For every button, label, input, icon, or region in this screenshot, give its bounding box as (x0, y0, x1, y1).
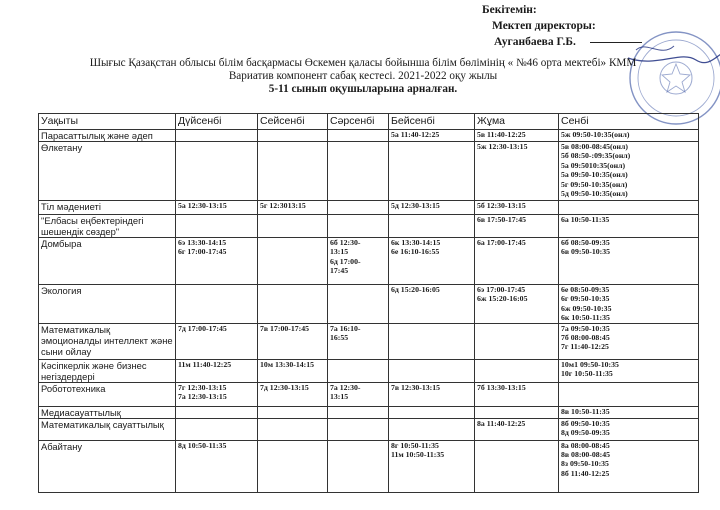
schedule-cell (389, 285, 475, 324)
schedule-entry: 8б 11:40-12:25 (561, 468, 610, 478)
schedule-cell (475, 238, 559, 285)
subject-name: Кәсіпкерлік және бизнес негіздердері (39, 359, 176, 382)
schedule-cell (328, 323, 389, 359)
schedule-entry: 5г 12:3013:15 (260, 201, 306, 210)
schedule-cell (258, 382, 328, 406)
schedule-cell (258, 215, 328, 238)
schedule-cell (475, 142, 559, 201)
schedule-entry: 7в 17:00-17:45 (260, 323, 310, 333)
schedule-cell (176, 142, 258, 201)
schedule-cell (559, 359, 699, 382)
schedule-entry: 6е 16:10-16:55 (391, 247, 440, 257)
schedule-cell (475, 406, 559, 418)
schedule-cell (559, 201, 699, 215)
schedule-cell (559, 406, 699, 418)
schedule-cell (328, 418, 389, 440)
schedule-entry: 6г 09:50-10:35 (561, 294, 610, 304)
schedule-table (38, 113, 699, 493)
schedule-cell (328, 440, 389, 492)
schedule-entry: 5б 08:50-:09:35(онл) (561, 151, 631, 161)
subject-name: Робототехника (39, 382, 176, 406)
schedule-cell (328, 382, 389, 406)
schedule-cell (176, 201, 258, 215)
schedule-entry: 13:15 (330, 247, 349, 257)
schedule-cell (475, 130, 559, 142)
schedule-entry: 5в 08:00-08:45(онл) (561, 142, 628, 151)
schedule-cell (328, 285, 389, 324)
table-row (39, 359, 699, 382)
schedule-body (39, 130, 699, 493)
table-row (39, 323, 699, 359)
schedule-cell (389, 440, 475, 492)
schedule-cell (475, 418, 559, 440)
schedule-cell (389, 382, 475, 406)
schedule-cell (389, 406, 475, 418)
column-header: Сенбі (559, 114, 699, 130)
schedule-entry: 6а 17:00-17:45 (477, 238, 526, 247)
schedule-cell (389, 418, 475, 440)
schedule-cell (559, 215, 699, 238)
schedule-entry: 6в 17:50-17:45 (477, 215, 527, 224)
schedule-cell (258, 323, 328, 359)
schedule-entry: 7б 13:30-13:15 (477, 382, 526, 392)
schedule-cell (559, 285, 699, 324)
schedule-cell (389, 323, 475, 359)
schedule-cell (389, 201, 475, 215)
schedule-entry: 6ж 15:20-16:05 (477, 294, 528, 304)
schedule-entry: 10м 13:30-14:15 (260, 359, 315, 369)
table-row (39, 130, 699, 142)
column-header: Бейсенбі (389, 114, 475, 130)
schedule-entry: 7д 12:30-13:15 (260, 382, 309, 392)
subject-name: "Елбасы еңбектеріндегі шешендік сөздер" (39, 215, 176, 238)
column-header: Уақыты (39, 114, 176, 130)
schedule-cell (475, 359, 559, 382)
table-row (39, 215, 699, 238)
schedule-cell (475, 440, 559, 492)
schedule-cell (176, 285, 258, 324)
subject-name: Өлкетану (39, 142, 176, 201)
heading-line-3: 5-11 сынып оқушыларына арналған. (268, 83, 458, 95)
subject-name: Домбыра (39, 238, 176, 285)
schedule-cell (176, 382, 258, 406)
schedule-cell (559, 418, 699, 440)
schedule-cell (176, 418, 258, 440)
schedule-entry: 7а 09:50-10:35 (561, 323, 610, 333)
schedule-entry: 5ж 12:30-13:15 (477, 142, 528, 151)
schedule-entry: 6к 13:30-14:15 (391, 238, 441, 247)
schedule-entry: 7г 11:40-12:25 (561, 342, 609, 352)
schedule-entry: 5а 11:40-12:25 (391, 130, 440, 139)
schedule-cell (258, 238, 328, 285)
schedule-cell (258, 201, 328, 215)
schedule-cell (559, 323, 699, 359)
schedule-entry: 11м 11:40-12:25 (178, 359, 232, 369)
subject-name: Медиасауаттылық (39, 406, 176, 418)
schedule-cell (559, 238, 699, 285)
schedule-entry: 6э 17:00-17:45 (477, 285, 526, 294)
table-row (39, 440, 699, 492)
schedule-entry: 5ж 09:50-10:35(онл) (561, 130, 630, 139)
schedule-cell (258, 440, 328, 492)
schedule-cell (328, 130, 389, 142)
schedule-cell (328, 359, 389, 382)
schedule-cell (258, 418, 328, 440)
schedule-cell (258, 130, 328, 142)
subject-name: Абайтану (39, 440, 176, 492)
schedule-entry: 8д 10:50-11:35 (178, 440, 227, 450)
table-row (39, 382, 699, 406)
schedule-cell (328, 238, 389, 285)
subject-name: Математикалық сауаттылық (39, 418, 176, 440)
schedule-entry: 17:45 (330, 266, 349, 276)
subject-name: Экология (39, 285, 176, 324)
schedule-cell (258, 142, 328, 201)
schedule-entry: 8г 10:50-11:35 (391, 440, 439, 450)
schedule-cell (559, 142, 699, 201)
column-header: Жұма (475, 114, 559, 130)
schedule-entry: 6д 17:00- (330, 256, 361, 266)
schedule-cell (176, 406, 258, 418)
schedule-entry: 5г 09:50-10:35(онл) (561, 179, 628, 189)
approval-name: Ауганбаева Г.Б. (494, 36, 576, 48)
schedule-cell (559, 130, 699, 142)
table-row (39, 238, 699, 285)
schedule-cell (389, 215, 475, 238)
table-row (39, 406, 699, 418)
column-header: Дүйсенбі (176, 114, 258, 130)
schedule-entry: 6г 17:00-17:45 (178, 247, 227, 257)
schedule-cell (475, 382, 559, 406)
schedule-entry: 6ж 09:50-10:35 (561, 303, 612, 313)
subject-name: Математикалық эмоционалды интеллект және сыни ойлау (39, 323, 176, 359)
schedule-cell (176, 359, 258, 382)
schedule-entry: 6в 09:50-10:35 (561, 247, 611, 257)
schedule-cell (475, 323, 559, 359)
approval-position: Мектеп директоры: (492, 20, 596, 32)
schedule-cell (559, 382, 699, 406)
schedule-entry: 6е 08:50-09:35 (561, 285, 610, 294)
schedule-entry: 6а 10:50-11:35 (561, 215, 610, 224)
schedule-cell (258, 285, 328, 324)
schedule-entry: 8б 09:50-10:35 (561, 418, 610, 428)
schedule-entry: 8з 09:50-10:35 (561, 459, 609, 469)
schedule-cell (328, 215, 389, 238)
schedule-cell (559, 440, 699, 492)
signature-line (590, 42, 642, 43)
schedule-cell (176, 323, 258, 359)
schedule-entry: 7а 12:30-13:15 (178, 392, 227, 402)
schedule-cell (258, 359, 328, 382)
schedule-entry: 5в 11:40-12:25 (477, 130, 526, 139)
schedule-entry: 8д 09:50-09:35 (561, 428, 610, 438)
schedule-entry: 10м1 09:50-10:35 (561, 359, 619, 369)
schedule-entry: 16:55 (330, 333, 349, 343)
schedule-cell (328, 201, 389, 215)
schedule-cell (176, 130, 258, 142)
schedule-cell (475, 215, 559, 238)
table-row (39, 142, 699, 201)
schedule-cell (475, 201, 559, 215)
schedule-entry: 7в 12:30-13:15 (391, 382, 441, 392)
schedule-cell (176, 440, 258, 492)
schedule-entry: 8а 11:40-12:25 (477, 418, 526, 428)
schedule-entry: 8в 08:00-08:45 (561, 450, 611, 460)
schedule-entry: 8в 10:50-11:35 (561, 406, 610, 416)
schedule-cell (389, 130, 475, 142)
schedule-entry: 5а 09:5010:35(онл) (561, 160, 626, 170)
table-row (39, 201, 699, 215)
schedule-entry: 5а 12:30-13:15 (178, 201, 227, 210)
heading-line-2: Вариатив компонент сабақ кестесі. 2021-2022 оқу жылы (228, 70, 498, 82)
schedule-entry: 5д 12:30-13:15 (391, 201, 440, 210)
schedule-entry: 5д 09:50-10:35(онл) (561, 189, 628, 199)
schedule-entry: 5б 12:30-13:15 (477, 201, 526, 210)
schedule-cell (475, 285, 559, 324)
column-header: Сәрсенбі (328, 114, 389, 130)
schedule-entry: 6к 10:50-11:35 (561, 313, 610, 323)
schedule-entry: 6д 15:20-16:05 (391, 285, 440, 294)
approval-title: Бекітемін: (482, 4, 537, 16)
header-row (39, 114, 699, 130)
schedule-entry: 6э 13:30-14:15 (178, 238, 227, 247)
schedule-entry: 7а 12:30- (330, 382, 361, 392)
document-heading (28, 57, 698, 96)
schedule-cell (328, 406, 389, 418)
schedule-entry: 6б 08:50-09:35 (561, 238, 610, 247)
schedule-entry: 7г 12:30-13:15 (178, 382, 227, 392)
column-header: Сейсенбі (258, 114, 328, 130)
schedule-entry: 11м 10:50-11:35 (391, 450, 445, 460)
table-row (39, 285, 699, 324)
schedule-cell (328, 142, 389, 201)
schedule-entry: 10г 10:50-11:35 (561, 369, 613, 379)
schedule-cell (389, 238, 475, 285)
subject-name: Тіл мәдениеті (39, 201, 176, 215)
schedule-entry: 5а 09:50-10:35(онл) (561, 170, 628, 180)
subject-name: Парасаттылық және әдеп (39, 130, 176, 142)
schedule-cell (389, 142, 475, 201)
schedule-entry: 7а 16:10- (330, 323, 361, 333)
schedule-cell (176, 215, 258, 238)
schedule-cell (258, 406, 328, 418)
table-row (39, 418, 699, 440)
schedule-cell (389, 359, 475, 382)
schedule-entry: 7б 08:00-08:45 (561, 333, 610, 343)
heading-line-1: Шығыс Қазақстан облысы білім басқармасы Өскемен қаласы бойынша білім бөлімінің « №46 орта мектебі» КММ (89, 57, 637, 69)
schedule-entry: 7д 17:00-17:45 (178, 323, 227, 333)
schedule-entry: 13:15 (330, 392, 349, 402)
schedule-entry: 8а 08:00-08:45 (561, 440, 610, 450)
schedule-entry: 6б 12:30- (330, 238, 361, 247)
schedule-cell (176, 238, 258, 285)
